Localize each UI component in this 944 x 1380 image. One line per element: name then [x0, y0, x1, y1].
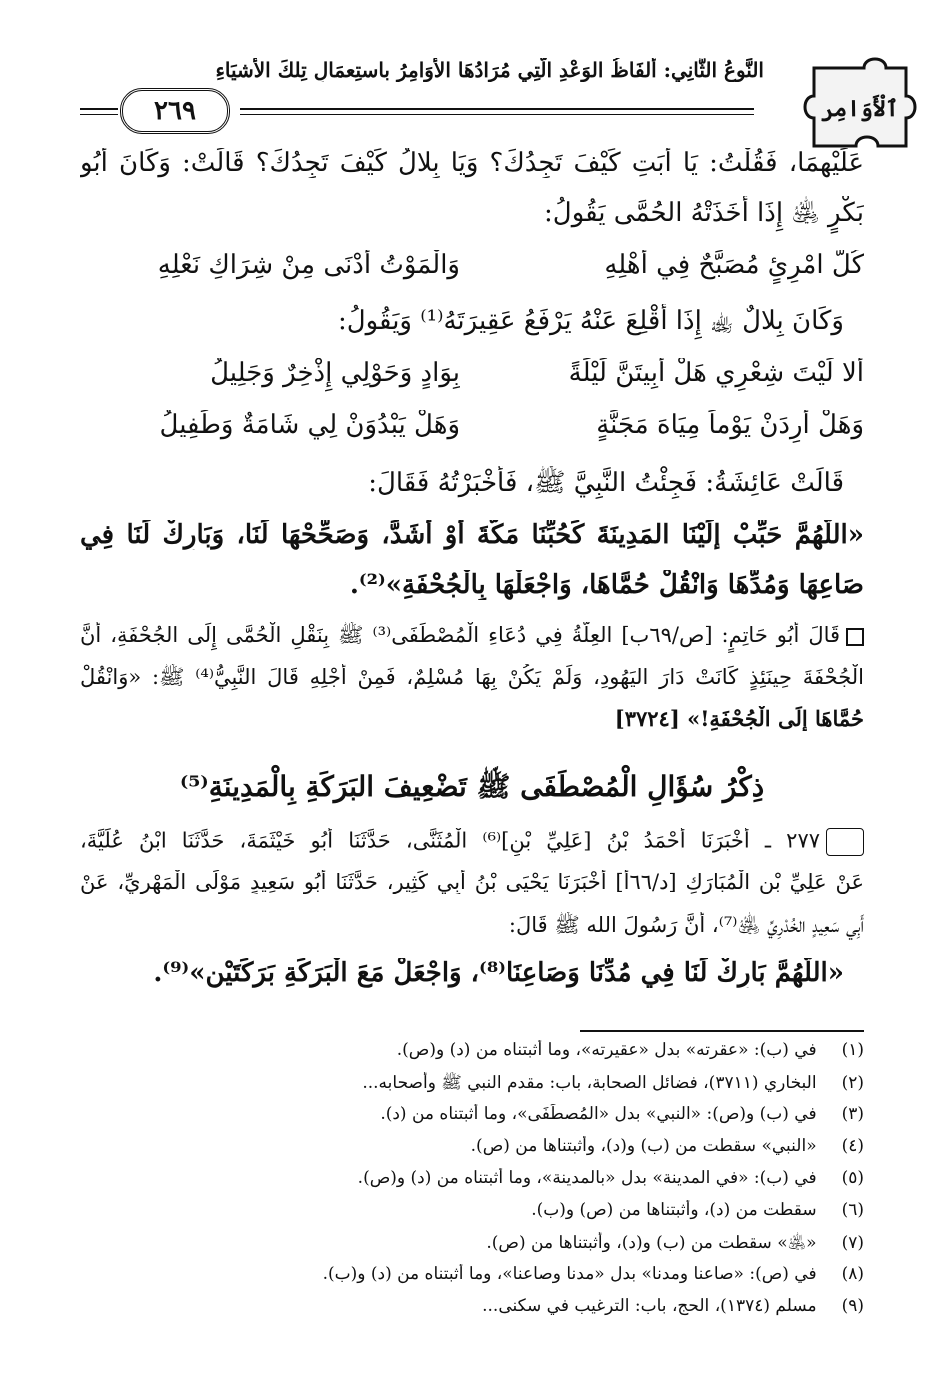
- footnote-text: مسلم (١٣٧٤)، الحج، باب: الترغيب في سكنى...: [482, 1296, 817, 1316]
- hadith-line-3: أَبِي سَعِيدٍ الخُدْرِيِّ ﵁⁽⁷⁾، أَنَّ رَسُولَ الله ﷺ قَالَ:: [508, 913, 864, 937]
- abu-hatim-line-3: حُمَّاهَا إِلَى الْجُحْفَةِ!» [٣٧٢٤]: [614, 706, 864, 731]
- abu-hatim-line-1: قَالَ أَبُو حَاتِمٍ: [ص/٦٩ب] العِلَّةُ فِي دُعَاءِ الْمُصْطَفَى⁽³⁾ ﷺ بِنَقْلِ الْحُمَّى إِلَى الجُحْفَةِ، أَنَّ: [80, 622, 864, 653]
- verse-3-first-hemistich: وَهَلْ أَرِدَنْ يَوْماً مِيَاهَ مَجَنَّةٍ: [596, 410, 864, 440]
- footnote-text: سقطت من (د)، وأثبتناها من (ص) و(ب).: [531, 1200, 817, 1220]
- verse-2-second-hemistich: بِوَادٍ وَحَوْلِي إِذْخِرٌ وَجَلِيلُ: [210, 358, 460, 388]
- header-rule-left: [80, 108, 118, 110]
- footnote-text: البخاري (٣٧١١)، فضائل الصحابة، باب: مقدم النبي ﷺ وأصحابه...: [362, 1073, 817, 1093]
- dua-2: «اللَّهُمَّ بَارِكْ لَنَا فِي مُدِّنَا وَصَاعِنَا⁽⁸⁾، وَاجْعَلْ مَعَ الْبَرَكَةِ بَرَكَتَيْنِ»⁽⁹⁾.: [153, 958, 844, 988]
- footnote-text: «﵁» سقطت من (ب) و(د)، وأثبتناها من (ص).: [486, 1233, 817, 1253]
- footnote-item: [80, 1136, 864, 1156]
- footnote-separator: [580, 1030, 864, 1032]
- footnote-number: (٤): [841, 1136, 864, 1156]
- footnote-item: [80, 1232, 864, 1257]
- hadith-line-2: عَنْ عَلِيِّ بْنِ الْمُبَارَكِ [د/٦٦أ] أَخْبَرَنَا يَحْيَى بْنُ أَبِي كَثِيرٍ، حَدَّثَنَا أَبُو سَعِيدٍ مَوْلَى الْمَهْرِيِّ، عَنْ: [80, 870, 864, 894]
- body-line-2: بَكْرٍ ﵁ إِذَا أَخَذَتْهُ الحُمَّى يَقُولُ:: [544, 198, 864, 228]
- footnote-number: (٥): [841, 1168, 864, 1188]
- footnote-item: [80, 1040, 864, 1060]
- header-title: النَّوعُ الثَّانِي: أَلفَاظُ الوَعْدِ الَّتِي مُرَادُهَا الأَوَامِرُ باستِعمَالِ تِلكَ الأَشيَاءِ: [215, 58, 764, 82]
- puzzle-piece-icon: [794, 48, 924, 158]
- chapter-title: ذِكْرُ سُؤَالِ الْمُصْطَفَى ﷺ تَضْعِيفَ البَرَكَةِ بِالْمَدِينَةِ⁽⁵⁾: [179, 770, 765, 803]
- footnote-text: في (ب): «عقرته» بدل «عقيرته»، وما أثبتناه من (د) و(ص).: [396, 1040, 817, 1060]
- body-line-bilal: وَكَانَ بِلالٌ ﵀ إِذَا أُقْلِعَ عَنْهُ يَرْفَعُ عَقِيرَتَهُ⁽¹⁾ وَيَقُولُ:: [337, 306, 844, 336]
- hadith-marker-icon: [826, 828, 864, 856]
- footnote-number: (٣): [841, 1104, 864, 1124]
- footnote-number: (٨): [841, 1264, 864, 1284]
- body-line-aisha: قَالَتْ عَائِشَةُ: فَجِئْتُ النَّبِيَّ ﷺ، فَأَخْبَرْتُهُ فَقَالَ:: [368, 468, 844, 498]
- footnote-text: «النبي» سقطت من (ب) و(د)، وأثبتناها من (ص).: [470, 1136, 817, 1156]
- header-rule-left-thin: [80, 114, 118, 115]
- footnote-number: (٦): [841, 1200, 864, 1220]
- footnote-number: (١): [841, 1040, 864, 1060]
- footnote-item: [80, 1104, 864, 1124]
- body-line-1: عَلَيْهِمَا، فَقُلْتُ: يَا أَبَتِ كَيْفَ تَجِدُكَ؟ وَيَا بِلالُ كَيْفَ تَجِدُكَ؟ قَالَتْ: وَكَانَ أَبُو: [80, 148, 864, 178]
- hadith-line-1: ٢٧٧ ـ أَخْبَرَنَا أَحْمَدُ بْنُ [عَلِيِّ بْنِ]⁽⁶⁾ الْمُثَنَّى، حَدَّثَنَا أَبُو خَيْثَمَةَ، حَدَّثَنَا ابْنُ عُلَيَّةَ،: [80, 828, 864, 856]
- verse-1-second-hemistich: وَالْمَوْتُ أَدْنَى مِنْ شِرَاكِ نَعْلِهِ: [157, 250, 460, 280]
- footnote-item: [80, 1072, 864, 1097]
- abu-hatim-line-2: الْجُحْفَةَ حِينَئِذٍ كَانَتْ دَارَ اليَهُودِ، وَلَمْ يَكُنْ بِهَا مُسْلِمٌ، فَمِنْ أَجْلِهِ قَالَ النَّبِيُّ⁽⁴⁾ ﷺ: «وَانْقُلْ: [80, 665, 864, 689]
- verse-1-first-hemistich: كُلُّ امْرِئٍ مُصَبَّحٌ فِي أَهْلِهِ: [604, 250, 864, 280]
- footnote-item: [80, 1200, 864, 1220]
- dua-1-line-b: صَاعِهَا وَمُدِّهَا وَانْقُلْ حُمَّاهَا، وَاجْعَلْهَا بِالْجُحْفَةِ»⁽²⁾.: [349, 570, 864, 600]
- square-marker-icon: [846, 628, 864, 646]
- footnote-item: [80, 1296, 864, 1316]
- corner-label: ٱلْأَوَامِر: [821, 96, 899, 122]
- footnote-item: [80, 1264, 864, 1284]
- header-rule-thin: [240, 114, 754, 115]
- dua-1-line-a: «اللَّهُمَّ حَبِّبْ إِلَيْنَا المَدِينَةَ كَحُبِّنَا مَكَّةَ أَوْ أَشَدَّ، وَصَحِّحْهَا لَنَا، وَبَارِكْ لَنَا فِي: [80, 520, 864, 550]
- footnote-number: (٢): [841, 1073, 864, 1093]
- page-number-badge: ٢٦٩: [120, 88, 230, 134]
- verse-3-second-hemistich: وَهَلْ يَبْدُوَنْ لِي شَامَةٌ وَطَفِيلُ: [159, 410, 460, 440]
- verse-2-first-hemistich: أَلا لَيْتَ شِعْرِي هَلْ أَبِيتَنَّ لَيْلَةً: [568, 358, 864, 388]
- footnote-number: (٧): [841, 1233, 864, 1253]
- footnote-text: في (ص): «صاعنا ومدنا» بدل «مدنا وصاعنا»، وما أثبتناه من (د) و(ب).: [322, 1264, 817, 1284]
- header-rule: [240, 108, 754, 110]
- footnote-text: في (ب) و(ص): «النبي» بدل «المُصطَفَى»، وما أثبتناه من (د).: [380, 1104, 817, 1124]
- footnote-number: (٩): [841, 1296, 864, 1316]
- page-header: [80, 30, 904, 130]
- footnote-item: [80, 1168, 864, 1188]
- footnote-text: في (ب): «في المدينة» بدل «بالمدينة»، وما أثبتناه من (د) و(ص).: [357, 1168, 817, 1188]
